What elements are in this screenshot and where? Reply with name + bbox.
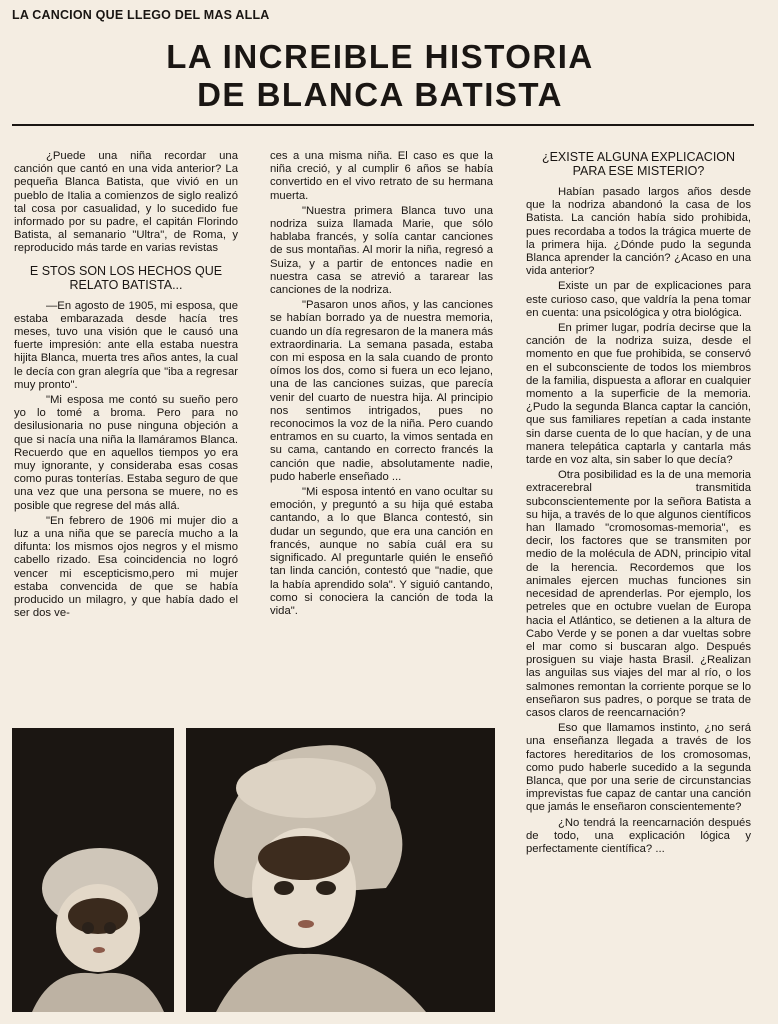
paragraph: Habían pasado largos años desde que la nodriza abandonó la casa de los Batista. La canción había sido prohibida, pues recordaba a todos la trágica muerte de la primera hija. ¿Dónde pudo la segunda Blanca aprender la canción? ¿Acaso en una vida anterior? [526, 186, 751, 278]
paragraph: En primer lugar, podría decirse que la canción de la nodriza suiza, desde el momento en que fue prohibida, se conservó en el subconsciente de todos los miembros de la familia, dispuesta a aflorar en cualquier momento a la superficie de la memoria. ¿Pudo la segunda Blanca captar la canción, que sus familiares repetían a cada instante sin darse cuenta de lo que hacían, y de una manera telepática captarla y cantarla más tarde en voz alta, sin saber lo que decía? [526, 322, 751, 467]
doll-illustration [186, 728, 495, 1012]
section-kicker: LA CANCION QUE LLEGO DEL MAS ALLA [12, 8, 270, 22]
paragraph: "Pasaron unos años, y las canciones se habían borrado ya de nuestra memoria, cuando un día regresaron de la manera más extraordinaria. La semana pasada, estaba con mi esposa en la sala cuando de pronto oímos los dos, como si fuera un eco lejano, una de las canciones suizas, que parecía venir del cuarto de nuestra hija. Al principio nos sentimos intrigados, pues no reconocimos la voz de la niña. Pero cuando entramos en su cuarto, la vimos sentada en su cama, cantando en correcto francés la canción que nadie, absolutamente nadie, pudo haberle enseñado ... [270, 299, 493, 483]
headline-line-2: DE BLANCA BATISTA [197, 76, 563, 113]
doll-photo-large [186, 728, 495, 1012]
doll-photo-small [12, 728, 174, 1012]
subheading: ¿EXISTE ALGUNA EXPLICACION PARA ESE MISTERIO? [541, 150, 736, 178]
paragraph: "Mi esposa intentó en vano ocultar su emoción, y preguntó a su hija qué estaba cantando, a lo que Blanca contestó, sin dudar un segundo, que era una canción en francés, aunque no sabía cuál era su significado. Al preguntarle quién le enseñó tan linda canción, contestó que "nadie, que la había aprendido sola". Y siguió cantando, como si conociera la canción de toda la vida". [270, 486, 493, 617]
paragraph: ces a una misma niña. El caso es que la niña creció, y al cumplir 6 años se había convertido en el vivo retrato de su hermana muerta. [270, 150, 493, 202]
paragraph: "En febrero de 1906 mi mujer dio a luz a una niña que se parecía mucho a la difunta: los mismos ojos negros y el mismo cabello rizado. Esa coincidencia no logró vencer mi escepticismo,pero mi mujer estaba convencida de que se había producido un milagro, y que había dado el ser dos ve- [14, 514, 238, 620]
headline-rule [12, 124, 754, 126]
headline-line-1: LA INCREIBLE HISTORIA [166, 38, 594, 75]
column-1 [14, 150, 238, 623]
subheading: E STOS SON LOS HECHOS QUE RELATO BATISTA... [29, 263, 223, 292]
paragraph: Otra posibilidad es la de una memoria extracerebral transmitida subconscientemente por la señora Batista a su hija, a través de lo que algunos científicos han llamado "cromosomas-memoria", es decir, los factores que se transmiten por medio de la molécula de ADN, principio vital de la herencia. Recordemos que los animales ejercen muchas funciones sin necesidad de aprenderlas. Por ejemplo, los petreles que en octubre vuelan de Europa hacia el Atlántico, se detienen a la altura de Cabo Verde y se ponen a dar vueltas sobre el mar como si buscaran algo. Después prosiguen su viaje hasta Brasil. ¿Realizan las anguilas sus viajes del mar al río, o los salmones remontan la corriente porque se lo enseñaron sus padres, o porque se trata de casos claros de reencarnación? [526, 469, 751, 719]
column-2 [270, 150, 493, 620]
paragraph: "Nuestra primera Blanca tuvo una nodriza suiza llamada Marie, que sólo hablaba francés, y solía cantar canciones de sus montañas. Al morir la niña, regresó a Suiza, y a partir de entonces nadie en nuestra casa se atrevió a tararear las canciones de la nodriza. [270, 204, 493, 297]
doll-illustration [12, 728, 174, 1012]
paragraph: ¿Puede una niña recordar una canción que cantó en una vida anterior? La pequeña Blanca Batista, que vivió en un pueblo de Italia a comienzos de siglo realizó tal cosa por casualidad, y lo sucedido fue informado por su padre, el capitán Florindo Batista, al semanario "Ultra", de Roma, y reproducido más tarde en varias revistas [14, 150, 238, 255]
paragraph: Eso que llamamos instinto, ¿no será una enseñanza llegada a través de los factores hereditarios de los cromosomas, como pudo haberle sucedido a la segunda Blanca, que por una serie de circunstancias imprevistas fue capaz de cantar una canción que jamás le enseñaron conscientemente? [526, 722, 751, 814]
paragraph: "Mi esposa me contó su sueño pero yo lo tomé a broma. Pero para no desilusionaria no puse ninguna objeción a que si nacía una niña la llamáramos Blanca. Recuerdo que en aquellos tiempos yo era muy ignorante, y consideraba esas cosas como puras tonterías. Estaba seguro de que una vez que una persona se muere, no es posible que regrese del más allá. [14, 394, 238, 512]
column-3 [526, 150, 751, 858]
paragraph: —En agosto de 1905, mi esposa, que estaba embarazada desde hacía tres meses, tuvo una visión que le causó una fuerte impresión: ante ella estaba nuestra hijita Blanca, muerta tres años antes, la cual le decía con gran alegría que "iba a regresar muy pronto". [14, 299, 238, 391]
article-headline [0, 38, 760, 114]
paragraph: Existe un par de explicaciones para este curioso caso, que valdría la pena tomar en cuenta: una psicológica y otra biológica. [526, 280, 751, 319]
paragraph: ¿No tendrá la reencarnación después de todo, una explicación lógica y perfectamente científica? ... [526, 816, 751, 855]
